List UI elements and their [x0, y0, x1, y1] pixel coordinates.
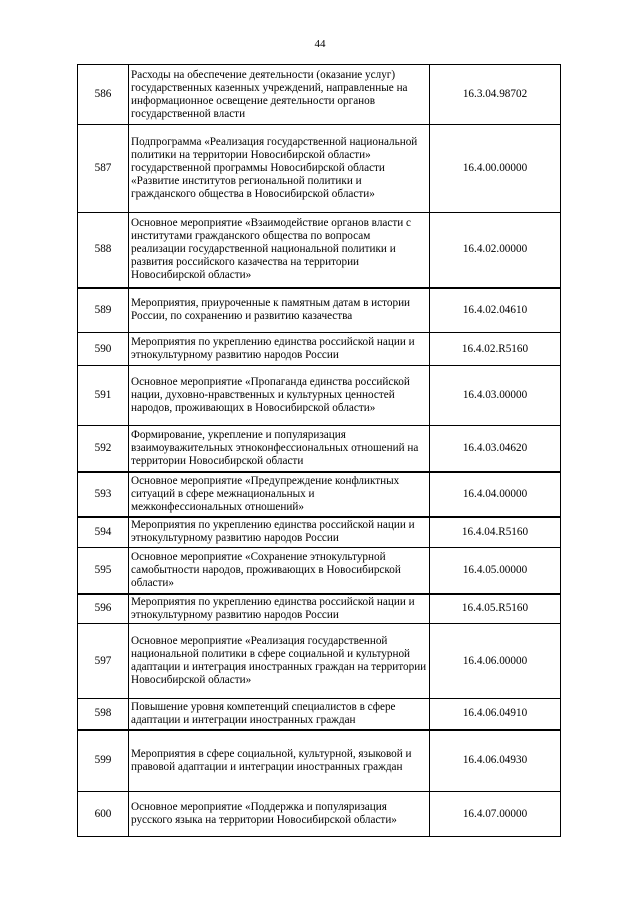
row-name: Расходы на обеспечение деятельности (оказание услуг) государственных казенных учреждений, направленные на информационное освещение деятельности органов государственной власти: [129, 65, 430, 125]
table-row: [78, 125, 561, 213]
page-number: 44: [314, 38, 326, 50]
row-code: 16.4.06.04910: [430, 699, 561, 730]
row-number: 597: [78, 624, 129, 699]
table-row: [78, 548, 561, 594]
row-number: 596: [78, 594, 129, 624]
table-row: [78, 517, 561, 548]
row-name: Основное мероприятие «Взаимодействие органов власти с институтами гражданского общества по вопросам реализации государственной национальной политики и развития российского казачества на территории Новосибирской области»: [129, 213, 430, 288]
row-number: 592: [78, 426, 129, 472]
row-name: Повышение уровня компетенций специалистов в сфере адаптации и интеграции иностранных граждан: [129, 699, 430, 730]
row-number: 590: [78, 333, 129, 366]
table-row: [78, 730, 561, 792]
table-row: [78, 699, 561, 730]
row-name: Мероприятия по укреплению единства российской нации и этнокультурному развитию народов России: [129, 594, 430, 624]
row-code: 16.4.02.00000: [430, 213, 561, 288]
row-number: 589: [78, 288, 129, 333]
row-code: 16.4.06.04930: [430, 730, 561, 792]
row-name: Основное мероприятие «Сохранение этнокультурной самобытности народов, проживающих в Новосибирской области»: [129, 548, 430, 594]
row-number: 591: [78, 366, 129, 426]
row-number: 594: [78, 517, 129, 548]
row-name: Основное мероприятие «Поддержка и популяризация русского языка на территории Новосибирской области»: [129, 792, 430, 837]
table-row: [78, 288, 561, 333]
row-number: 598: [78, 699, 129, 730]
row-number: 599: [78, 730, 129, 792]
row-code: 16.4.05.R5160: [430, 594, 561, 624]
row-number: 588: [78, 213, 129, 288]
row-code: 16.4.00.00000: [430, 125, 561, 213]
row-name: Основное мероприятие «Предупреждение конфликтных ситуаций в сфере межнациональных и межконфессиональных отношений»: [129, 472, 430, 517]
table-row: [78, 426, 561, 472]
table-row: [78, 594, 561, 624]
row-number: 595: [78, 548, 129, 594]
row-code: 16.4.07.00000: [430, 792, 561, 837]
table-row: [78, 792, 561, 837]
row-number: 600: [78, 792, 129, 837]
row-name: Подпрограмма «Реализация государственной национальной политики на территории Новосибирской области» государственной программы Новосибирской области «Развитие институтов региональной политики и гражданского общества в Новосибирской области»: [129, 125, 430, 213]
row-code: 16.3.04.98702: [430, 65, 561, 125]
row-name: Мероприятия, приуроченные к памятным датам в истории России, по сохранению и развитию казачества: [129, 288, 430, 333]
row-name: Основное мероприятие «Пропаганда единства российской нации, духовно-нравственных и культурных ценностей народов, проживающих в Новосибирской области»: [129, 366, 430, 426]
budget-classification-table: [77, 64, 561, 837]
row-code: 16.4.06.00000: [430, 624, 561, 699]
row-code: 16.4.03.00000: [430, 366, 561, 426]
row-name: Формирование, укрепление и популяризация взаимоуважительных этноконфессиональных отношений на территории Новосибирской области: [129, 426, 430, 472]
row-number: 586: [78, 65, 129, 125]
table-row: [78, 366, 561, 426]
row-code: 16.4.03.04620: [430, 426, 561, 472]
row-name: Мероприятия по укреплению единства российской нации и этнокультурному развитию народов России: [129, 333, 430, 366]
table-row: [78, 333, 561, 366]
row-number: 587: [78, 125, 129, 213]
table-row: [78, 624, 561, 699]
table-row: [78, 65, 561, 125]
row-code: 16.4.02.04610: [430, 288, 561, 333]
row-code: 16.4.05.00000: [430, 548, 561, 594]
table-row: [78, 213, 561, 288]
row-code: 16.4.04.R5160: [430, 517, 561, 548]
row-name: Основное мероприятие «Реализация государственной национальной политики в сфере социальной и культурной адаптации и интеграция иностранных граждан на территории Новосибирской области»: [129, 624, 430, 699]
table-row: [78, 472, 561, 517]
row-number: 593: [78, 472, 129, 517]
row-name: Мероприятия в сфере социальной, культурной, языковой и правовой адаптации и интеграции иностранных граждан: [129, 730, 430, 792]
row-name: Мероприятия по укреплению единства российской нации и этнокультурному развитию народов России: [129, 517, 430, 548]
row-code: 16.4.02.R5160: [430, 333, 561, 366]
row-code: 16.4.04.00000: [430, 472, 561, 517]
